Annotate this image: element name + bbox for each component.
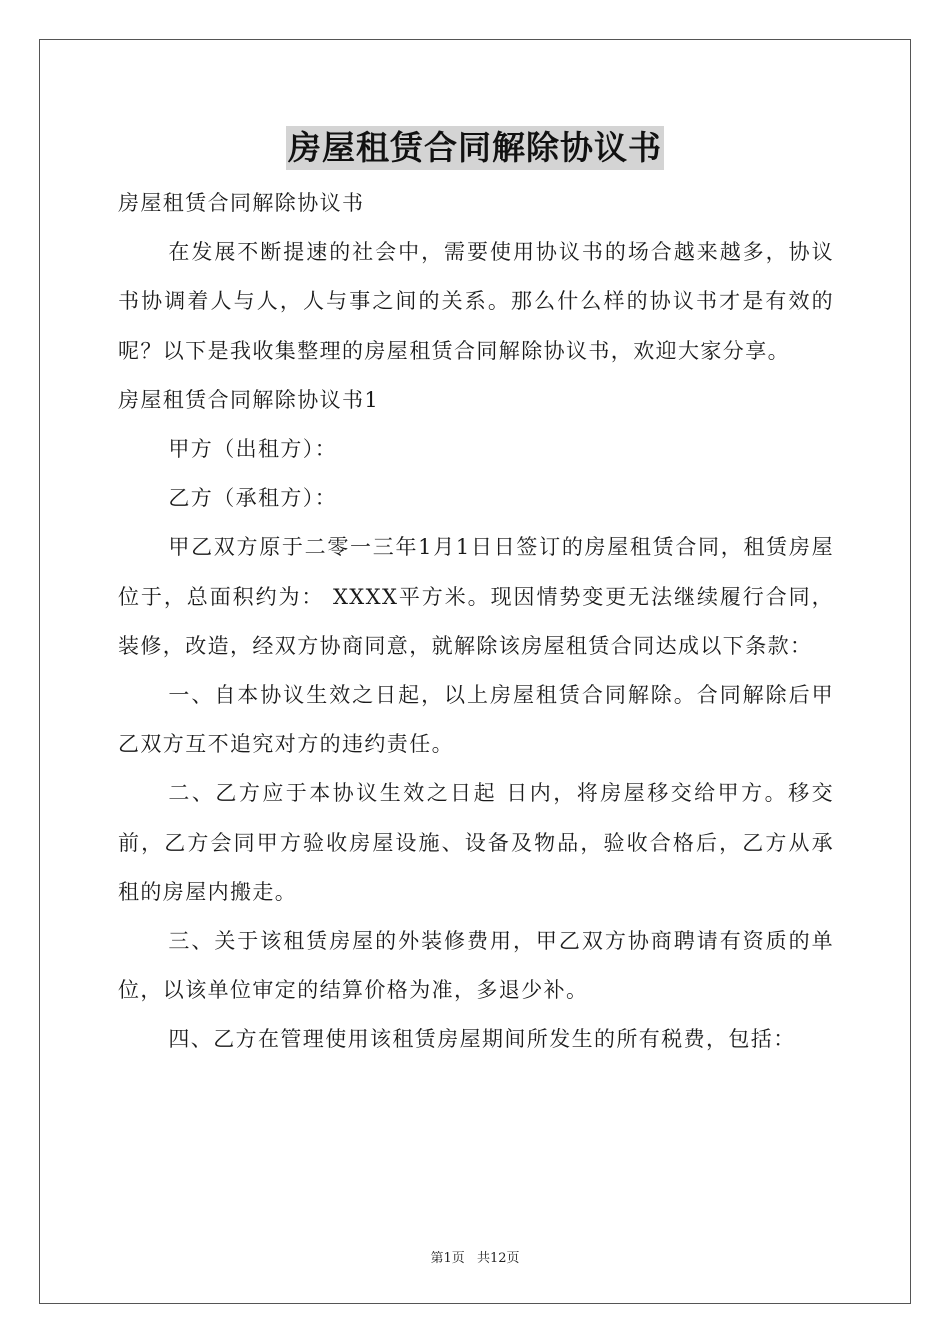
- section-heading: 房屋租赁合同解除协议书1: [118, 387, 380, 412]
- page-footer: [0, 1247, 950, 1266]
- page-total: 共12页: [476, 1251, 520, 1266]
- clause-paragraph: 三、关于该租赁房屋的外装修费用，甲乙双方协商聘请有资质的单位，以该单位审定的结算价格为准，多退少补。: [118, 929, 834, 1003]
- document-title: 房屋租赁合同解除协议书: [286, 126, 664, 170]
- document-body: [118, 179, 834, 1065]
- party-a-line: 甲方（出租方）：: [168, 437, 338, 462]
- party-b-line: 乙方（承租方）：: [168, 486, 338, 511]
- page-number: 第1页: [430, 1251, 465, 1266]
- clause-paragraph: 二、乙方应于本协议生效之日起 日内，将房屋移交给甲方。移交前，乙方会同甲方验收房屋设施、设备及物品，验收合格后，乙方从承租的房屋内搬走。: [118, 781, 834, 904]
- body-paragraph: 甲乙双方原于二零一三年1月1日日签订的房屋租赁合同，租赁房屋位于，总面积约为： XXXX平方米。现因情势变更无法继续履行合同，装修，改造，经双方协商同意，就解除该房屋租赁合同达成以下条款：: [118, 535, 834, 658]
- title-container: [0, 126, 950, 170]
- body-paragraph: 在发展不断提速的社会中，需要使用协议书的场合越来越多，协议书协调着人与人，人与事之间的关系。那么什么样的协议书才是有效的呢？以下是我收集整理的房屋租赁合同解除协议书，欢迎大家分享。: [118, 240, 834, 363]
- clause-paragraph: 一、自本协议生效之日起，以上房屋租赁合同解除。合同解除后甲乙双方互不追究对方的违约责任。: [118, 683, 834, 757]
- clause-paragraph: 四、乙方在管理使用该租赁房屋期间所发生的所有税费，包括：: [168, 1027, 796, 1052]
- body-paragraph: 房屋租赁合同解除协议书: [118, 191, 365, 215]
